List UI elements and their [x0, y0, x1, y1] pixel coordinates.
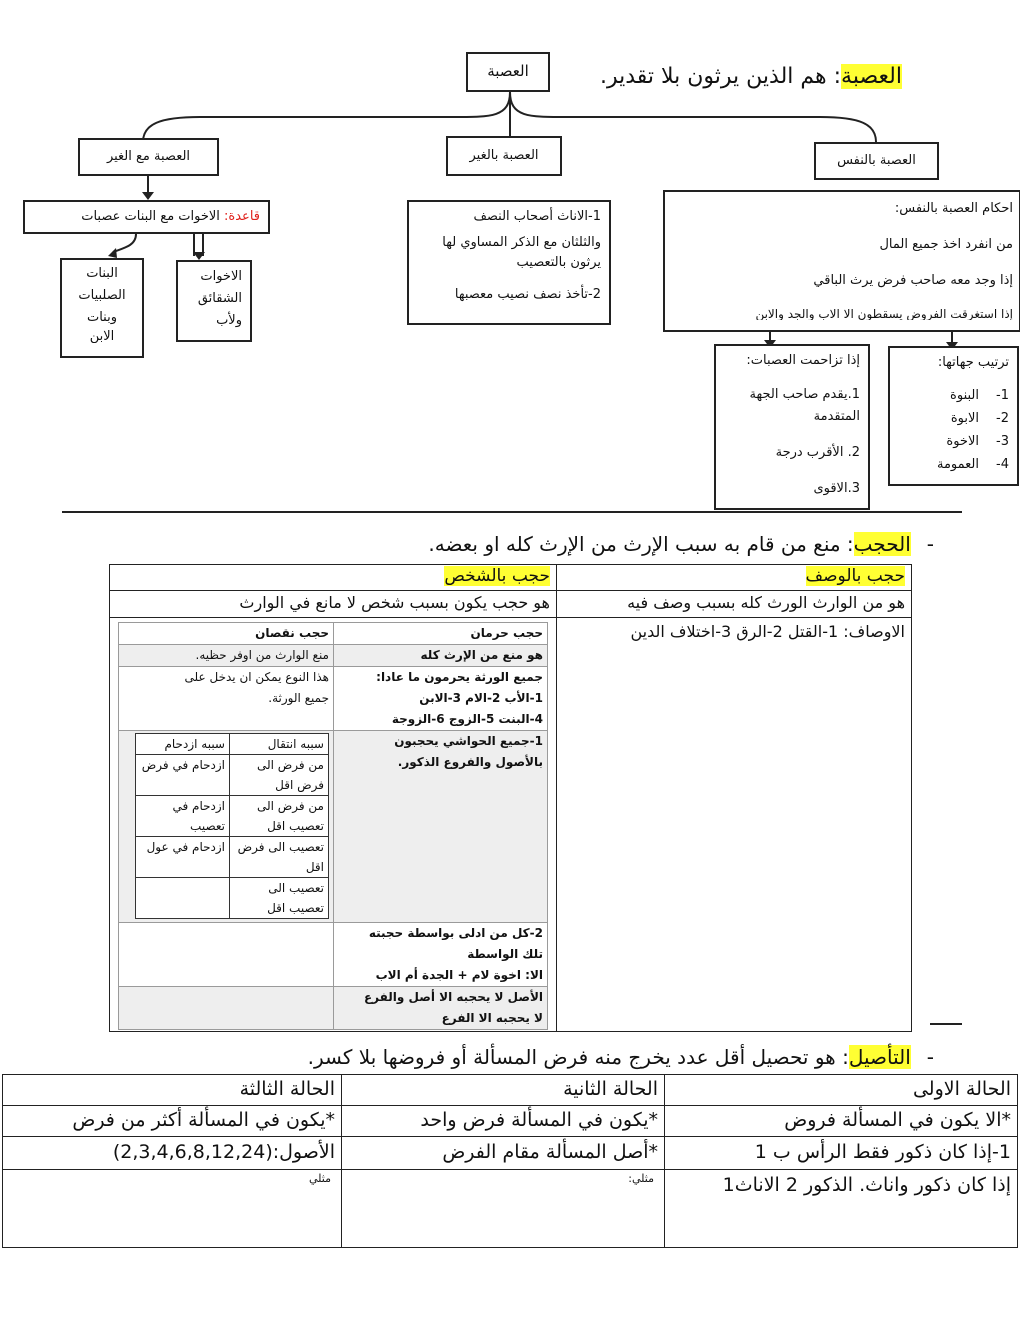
by-other-box — [407, 200, 611, 325]
deprivation-line: 1-الأب 2-الام 3-الابن — [419, 691, 543, 705]
branch-by-other — [446, 136, 562, 176]
rule-box — [23, 200, 270, 234]
branch-by-other-label: العصبة بالغير — [469, 148, 539, 163]
cause-cell: ازدحام في فرض — [136, 755, 230, 796]
case-cell: *الا يكون في المسألة فروض — [665, 1106, 1018, 1137]
hajb-inner-table — [118, 622, 548, 1030]
order-item: 1-البنوة — [950, 388, 1009, 403]
by-self-line: إذا وجد معه صاحب فرض يرث الباقي — [813, 273, 1013, 288]
hajb-definition — [428, 528, 934, 560]
reduction-note: جميع الورثة. — [268, 691, 329, 705]
order-box — [888, 346, 1019, 486]
branch-with-other-label: العصبة مع الغير — [106, 149, 191, 164]
by-person-def: هو حجب يكون بسبب شخص لا مانع في الوارث — [110, 591, 557, 618]
tasil-definition — [308, 1042, 934, 1072]
case-header: الحالة الاولى — [665, 1075, 1018, 1106]
tasil-dash: - — [926, 1045, 934, 1069]
by-other-line: يرثون بالتعصيب — [516, 255, 601, 270]
by-self-box — [663, 190, 1020, 332]
hajb-dash: - — [926, 532, 934, 556]
intermediary-line: تلك الواسطة — [467, 947, 543, 961]
crowding-title: إذا تزاحمت العصبات: — [746, 353, 860, 368]
crowding-line: المتقدمة — [813, 409, 860, 424]
reduction-def: منع الوارث من اوفر حظيه. — [119, 645, 334, 667]
reduction-causes-table — [135, 733, 329, 919]
case-cell: الأصول:(2,3,4,6,8,12,24) — [3, 1137, 342, 1170]
cause-cell: تعصيب الى تعصيب اقل — [230, 878, 329, 919]
case-cell: 1-إذا كان ذكور فقط الرأس ب 1 — [665, 1137, 1018, 1170]
case-header: الحالة الثانية — [342, 1075, 665, 1106]
sisters-line: الشقائق — [197, 291, 242, 306]
asaba-term: العصبة — [841, 64, 902, 89]
daughters-line: وبنات — [86, 310, 118, 325]
daughters-line: الابن — [89, 329, 115, 343]
hajb-definition-text: : منع من قام به سبب الإرث من الإرث كله او بعضه. — [428, 532, 854, 556]
by-other-line: والثلثان مع الذكر المساوي لها — [442, 235, 601, 250]
origin-line: الأصل لا يحجبه الا أصل والفرع — [363, 990, 543, 1004]
root-box-label: العصبة — [487, 62, 529, 80]
branch-by-self-label: العصبة بالنفس — [837, 153, 916, 168]
case-cell: *أصل المسألة مقام الفرض — [342, 1137, 665, 1170]
tasil-term: التأصيل — [848, 1045, 911, 1069]
tasil-table — [2, 1074, 1018, 1248]
by-other-line: 1-الاناث أصحاب النصف — [473, 209, 601, 224]
crowding-line: 1.يقدم صاحب الجهة — [749, 387, 860, 402]
asaba-definition-text: : هم الذين يرثون بلا تقدير. — [599, 64, 842, 89]
order-title: ترتيب جهاتها: — [937, 355, 1009, 370]
case-cell: *يكون في المسألة فرض واحد — [342, 1106, 665, 1137]
cause-cell: تعصيب الى فرض اقل — [230, 837, 329, 878]
intermediary-line: الا: اخوة لام + الجدة أم الاب — [375, 968, 543, 982]
daughters-line: الصلبيات — [78, 288, 126, 303]
by-person-title: حجب بالشخص — [444, 566, 550, 586]
by-self-line: من انفرد اخذ جميع المال — [879, 237, 1013, 252]
daughters-box — [60, 258, 144, 358]
rule-prefix: قاعدة: — [224, 209, 260, 224]
rule-text: الاخوات مع البنات عصبات — [81, 209, 225, 224]
collateral-line: بالأصول والفروع الذكور. — [397, 755, 543, 769]
deprivation-def: هو منع من الإرث كله — [420, 648, 543, 662]
crowding-box — [714, 344, 870, 510]
cause-cell: من فرض الى تعصيب اقل — [230, 796, 329, 837]
cause-header: سببه انتقال — [230, 734, 329, 755]
tasil-definition-text: : هو تحصيل أقل عدد يخرج منه فرض المسألة أو فروضها بلا كسر. — [307, 1045, 849, 1069]
cause-cell: ازدحام في عول — [136, 837, 230, 878]
branch-by-self — [814, 142, 939, 180]
reduction-note: هذا النوع يمكن ان يدخل على — [184, 670, 329, 684]
sisters-line: ولأب — [216, 313, 242, 328]
branch-with-other — [78, 138, 219, 176]
case-header: الحالة الثالثة — [3, 1075, 342, 1106]
by-description-def: هو من الوارث الورث كله بسبب وصف فيه — [557, 591, 912, 618]
origin-line: لا يحجبه الا الفرع — [441, 1011, 543, 1025]
cause-cell — [136, 878, 230, 919]
order-item: 2-الابوة — [950, 411, 1009, 426]
attributes-text: الاوصاف: 1-القتل 2-الرق 3-اختلاف الدين — [557, 618, 912, 1032]
cause-cell: من فرض الى فرض اقل — [230, 755, 329, 796]
daughters-line: البنات — [86, 266, 118, 281]
root-box — [466, 52, 550, 92]
sisters-line: الاخوات — [200, 269, 242, 284]
by-other-line: 2-تأخذ نصف نصيب معصبها — [454, 287, 601, 302]
deprivation-line: جميع الورثة يحرمون ما عادا: — [376, 670, 543, 684]
reduction-title: حجب نقصان — [255, 626, 329, 640]
collateral-line: 1-جميع الحواشي يحجبون — [394, 734, 543, 748]
order-item: 4-العمومة — [936, 457, 1009, 472]
hajb-term: الحجب — [853, 532, 911, 556]
by-description-title: حجب بالوصف — [805, 566, 905, 586]
case-cell: إذا كان ذكور واناث. الذكور 2 الاناث1 — [665, 1170, 1018, 1248]
order-item: 3-الاخوة — [946, 434, 1009, 449]
deprivation-title: حجب حرمان — [470, 626, 543, 640]
cause-cell: ازدحام في تعصيب — [136, 796, 230, 837]
case-example: مثلي: — [342, 1170, 665, 1248]
by-self-line: إذا استغرقت الفروض يسقطون الا الاب والجد والابن — [755, 307, 1013, 320]
crowding-line: 3.الاقوى — [813, 481, 860, 496]
hajb-table — [109, 564, 912, 1032]
by-self-line: احكام العصبة بالنفس: — [894, 201, 1013, 216]
intermediary-line: 2-كل من ادلى بواسطة حجبته — [368, 926, 543, 940]
asaba-definition — [600, 60, 902, 94]
cause-header: سببه ازدحام — [136, 734, 230, 755]
sisters-box — [176, 260, 252, 342]
case-cell: *يكون في المسألة أكثر من فرض — [3, 1106, 342, 1137]
case-example: مثلي — [3, 1170, 342, 1248]
deprivation-line: 4-البنت 5-الزوج 6-الزوجة — [391, 712, 543, 726]
crowding-line: 2. الأقرب درجة — [775, 445, 860, 460]
